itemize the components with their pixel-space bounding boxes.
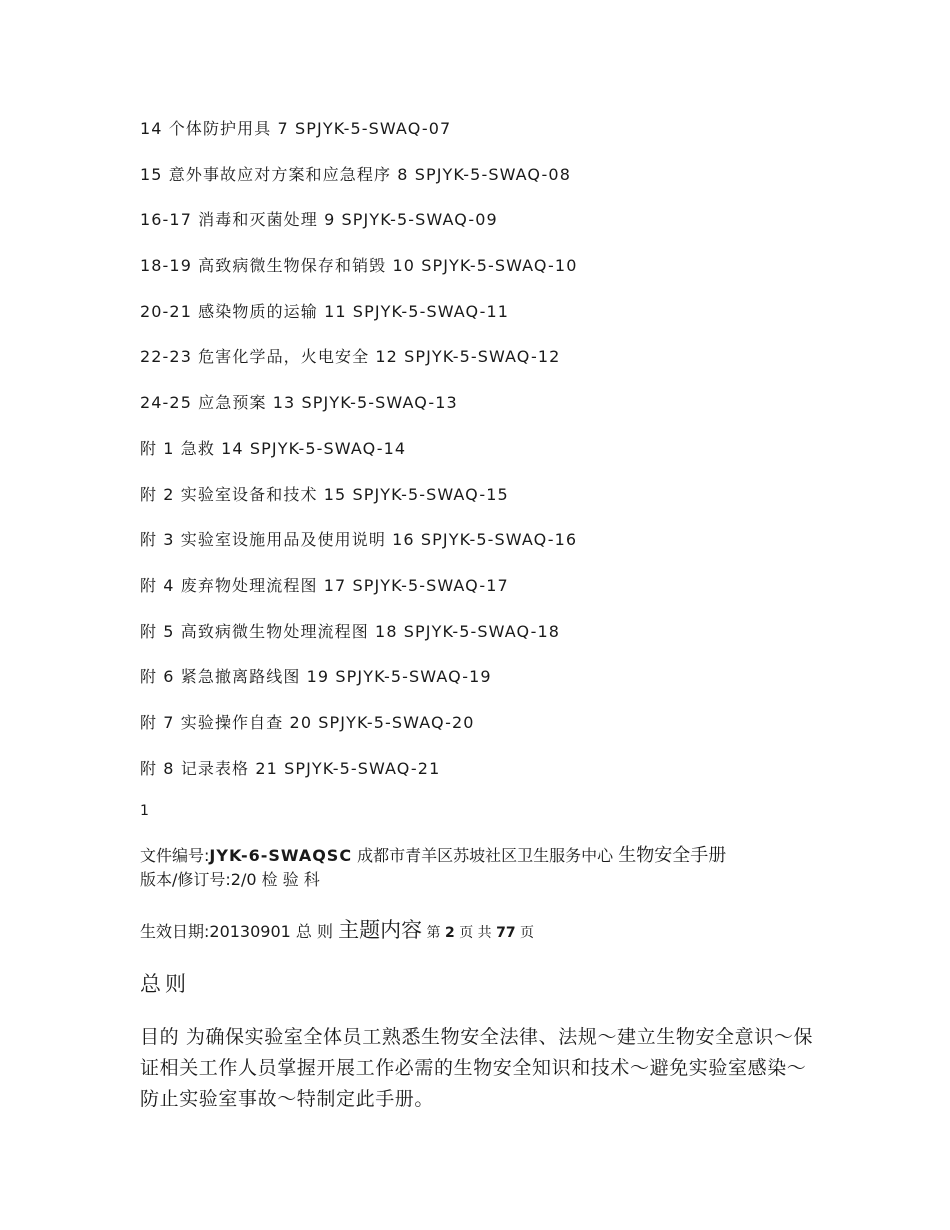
toc-entry: 附 4 废弃物处理流程图 17 SPJYK-5-SWAQ-17 [140,575,509,595]
manual-title: 生物安全手册 [618,845,727,866]
version-info: 版本/修订号:2/0 检 验 科 [140,870,320,889]
effective-line [140,914,840,949]
file-number-label: 文件编号: [140,846,210,865]
total-pages: 77 [496,925,516,941]
section-title: 总则 [140,972,190,996]
toc-entry: 24-25 应急预案 13 SPJYK-5-SWAQ-13 [140,393,458,413]
table-of-contents [140,116,840,801]
toc-entry: 附 5 高致病微生物处理流程图 18 SPJYK-5-SWAQ-18 [140,621,561,641]
document-header [140,844,830,892]
page-counter: 第 2 页 共 77 页 [422,925,535,941]
purpose-paragraph: 目的 为确保实验室全体员工熟悉生物安全法律、法规～建立生物安全意识～保证相关工作人员掌握开展工作必需的生物安全知识和技术～避免实验室感染～防止实验室事故～特制定此手册。 [140,1026,814,1110]
toc-entry: 18-19 高致病微生物保存和销毁 10 SPJYK-5-SWAQ-10 [140,256,578,276]
current-page: 2 [445,925,455,941]
page-marker: 1 [140,803,149,819]
toc-entry: 附 7 实验操作自查 20 SPJYK-5-SWAQ-20 [140,712,475,732]
toc-entry: 15 意外事故应对方案和应急程序 8 SPJYK-5-SWAQ-08 [140,164,571,184]
toc-entry: 16-17 消毒和灭菌处理 9 SPJYK-5-SWAQ-09 [140,210,498,230]
organization-name: 成都市青羊区苏坡社区卫生服务中心 [352,846,619,865]
toc-entry: 22-23 危害化学品，火电安全 12 SPJYK-5-SWAQ-12 [140,347,561,367]
effective-date: 生效日期:20130901 总 则 [140,922,339,941]
toc-entry: 附 1 急救 14 SPJYK-5-SWAQ-14 [140,438,407,458]
toc-entry: 14 个体防护用具 7 SPJYK-5-SWAQ-07 [140,119,452,138]
toc-entry: 附 2 实验室设备和技术 15 SPJYK-5-SWAQ-15 [140,484,509,504]
toc-entry: 附 6 紧急撤离路线图 19 SPJYK-5-SWAQ-19 [140,667,492,687]
toc-entry: 附 8 记录表格 21 SPJYK-5-SWAQ-21 [140,758,441,778]
toc-entry: 20-21 感染物质的运输 11 SPJYK-5-SWAQ-11 [140,301,510,321]
subject-label: 主题内容 [338,918,423,942]
file-number: JYK-6-SWAQSC [209,846,353,865]
toc-entry: 附 3 实验室设施用品及使用说明 16 SPJYK-5-SWAQ-16 [140,530,578,550]
